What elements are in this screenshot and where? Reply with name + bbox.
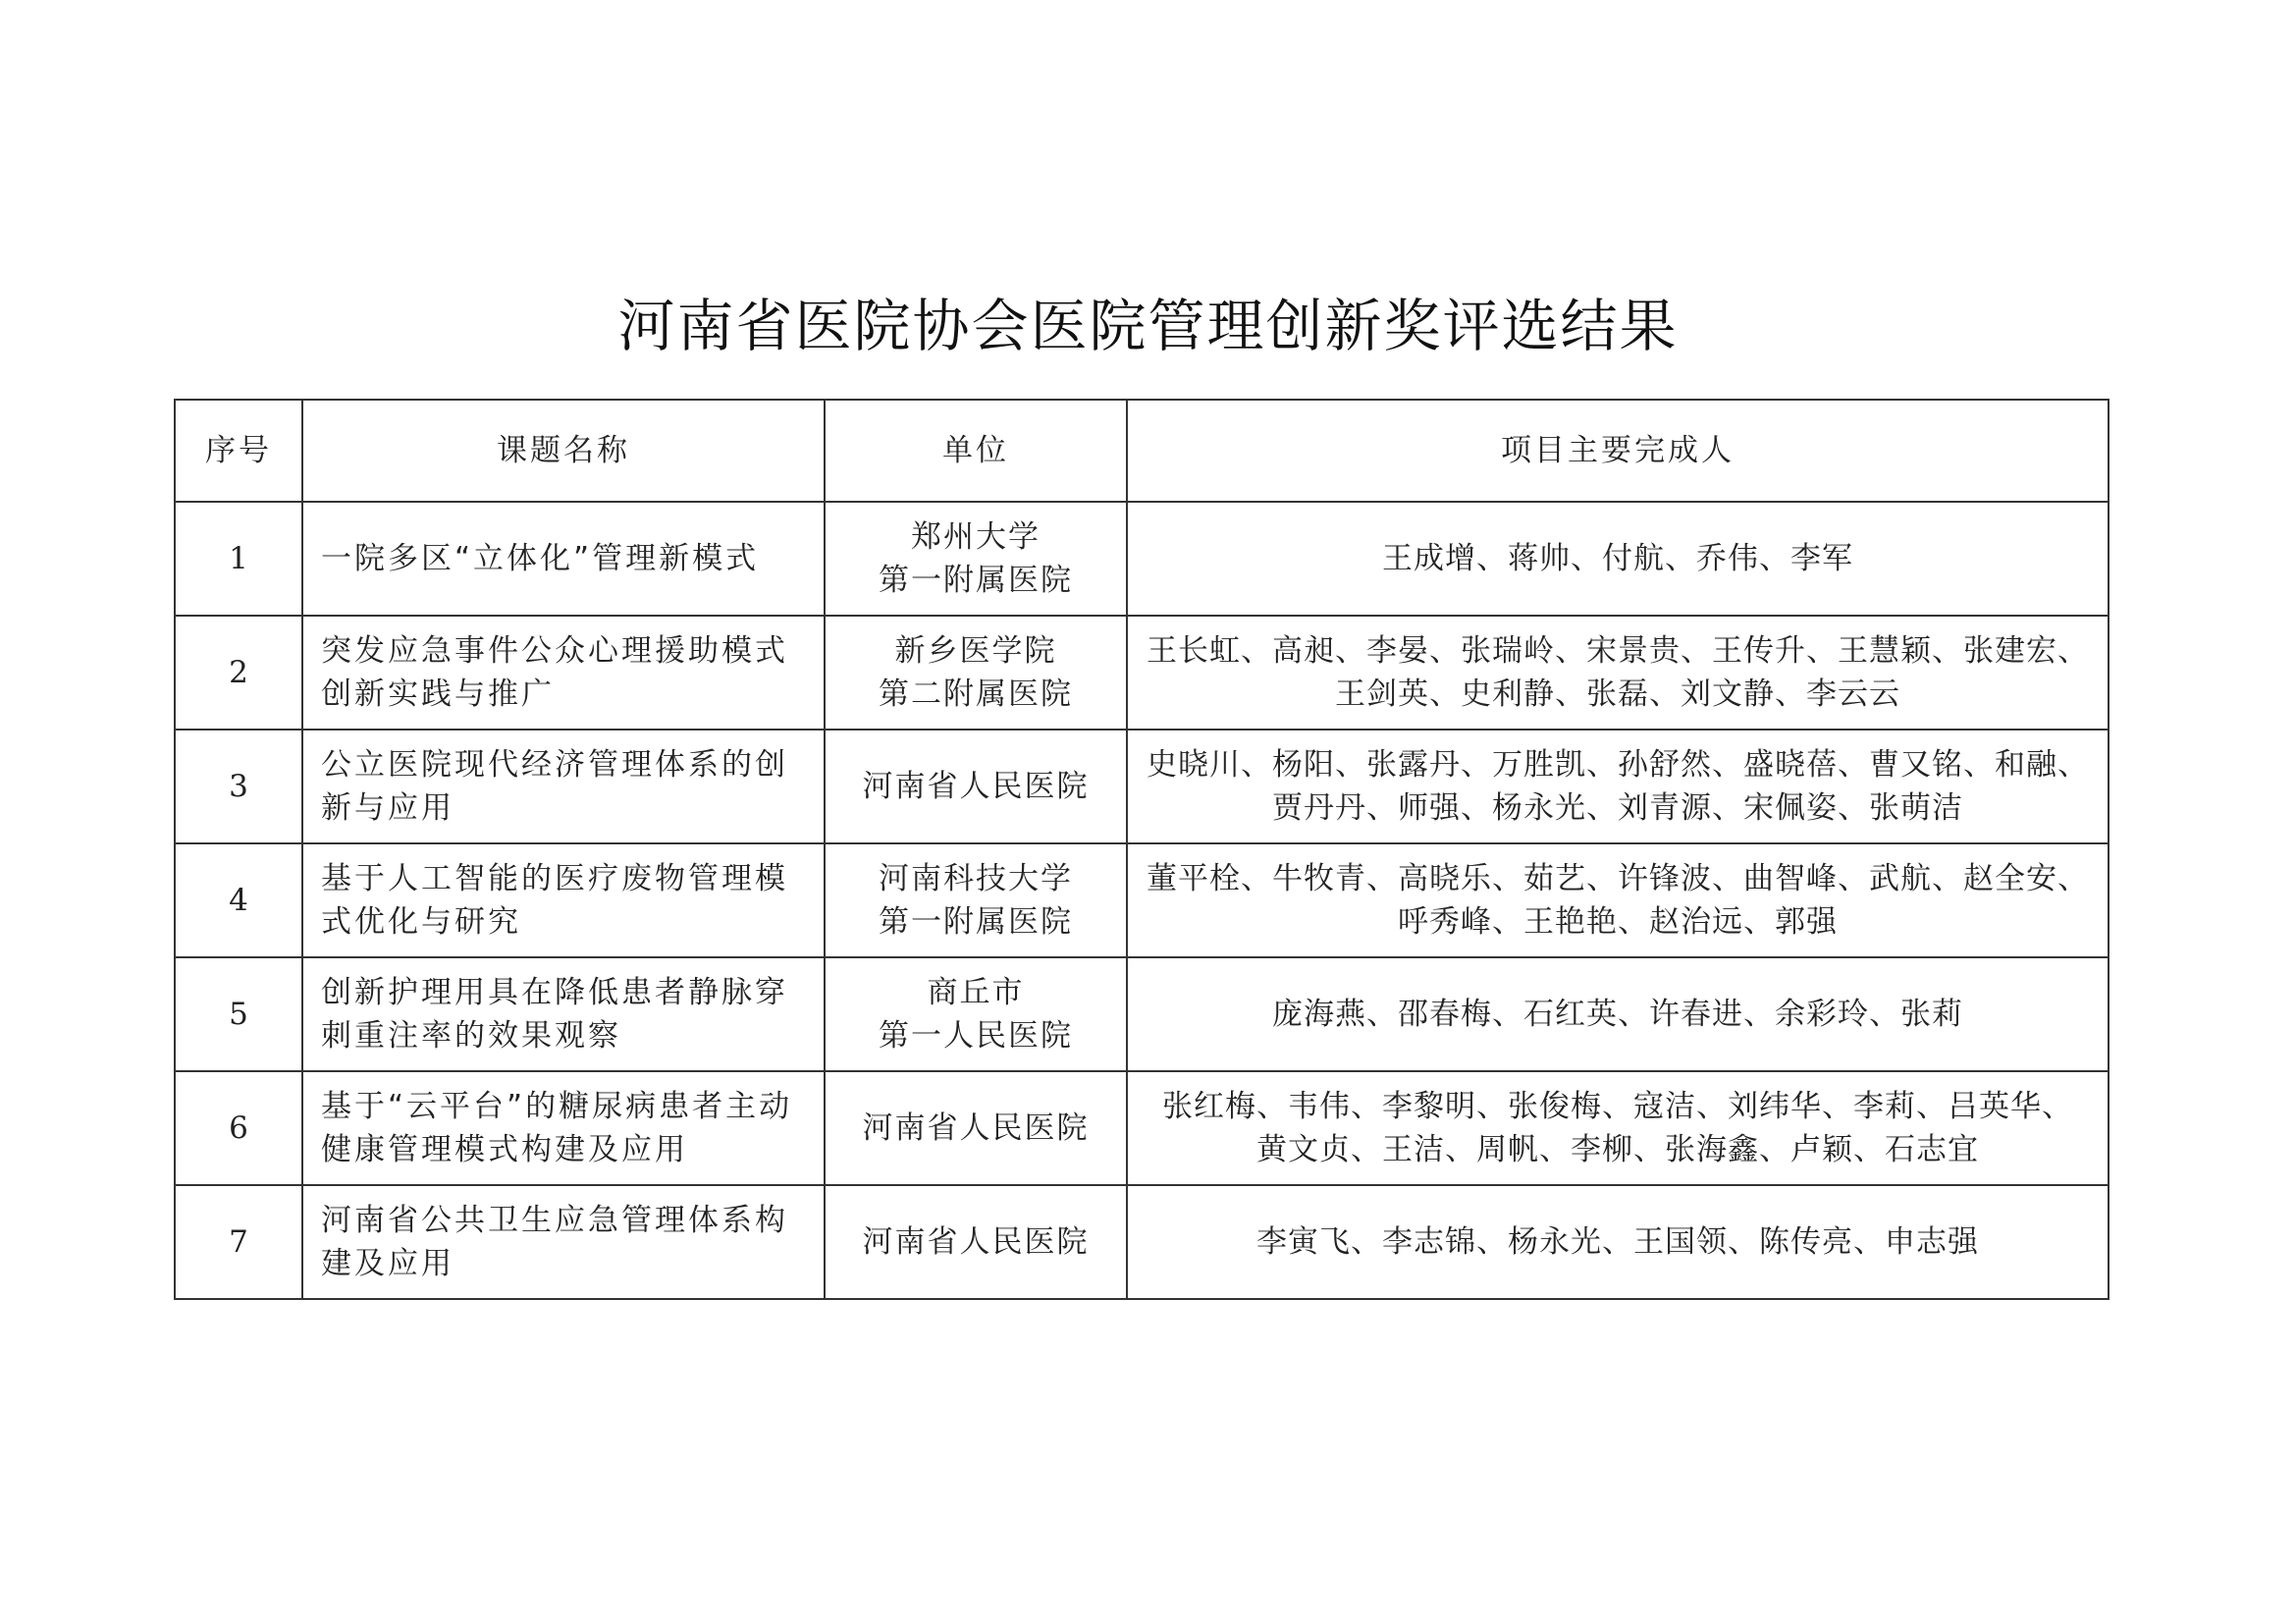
project-title-line: 新与应用 [321, 790, 454, 826]
project-title-line: 公立医院现代经济管理体系的创 [321, 747, 788, 783]
unit-line: 河南省人民医院 [862, 1224, 1090, 1260]
table-row [175, 502, 2109, 616]
contributors-line: 王长虹、高昶、李晏、张瑞岭、宋景贵、王传升、王慧颖、张建宏、 [1147, 633, 2089, 669]
serial-number-cell: 2 [175, 616, 302, 730]
unit-line: 新乡医学院 [894, 633, 1057, 669]
unit-cell [825, 616, 1127, 730]
project-title-line: 建及应用 [321, 1246, 454, 1281]
project-title-cell [302, 1185, 825, 1299]
contributors-cell [1127, 730, 2109, 843]
unit-line: 河南省人民医院 [862, 1110, 1090, 1146]
project-title-cell [302, 616, 825, 730]
contributors-cell [1127, 616, 2109, 730]
unit-cell [825, 730, 1127, 843]
contributors-line: 李寅飞、李志锦、杨永光、王国领、陈传亮、申志强 [1256, 1224, 1979, 1260]
unit-line: 河南省人民医院 [862, 769, 1090, 804]
contributors-line: 董平栓、牛牧青、高晓乐、茹艺、许锋波、曲智峰、武航、赵全安、 [1147, 861, 2089, 896]
table-row [175, 616, 2109, 730]
contributors-line: 王剑英、史利静、张磊、刘文静、李云云 [1335, 677, 1900, 712]
contributors-line: 王成增、蒋帅、付航、乔伟、李军 [1382, 541, 1853, 576]
serial-number-cell: 1 [175, 502, 302, 616]
contributors-cell [1127, 1071, 2109, 1185]
unit-line: 郑州大学 [911, 519, 1041, 555]
table-row [175, 1071, 2109, 1185]
unit-line: 第一附属医院 [879, 904, 1073, 940]
unit-cell [825, 957, 1127, 1071]
contributors-cell [1127, 957, 2109, 1071]
table-row [175, 843, 2109, 957]
serial-number-cell: 6 [175, 1071, 302, 1185]
page-title: 河南省医院协会医院管理创新奖评选结果 [617, 293, 1679, 359]
project-title-cell [302, 843, 825, 957]
unit-cell [825, 502, 1127, 616]
unit-cell [825, 843, 1127, 957]
header-main-contributors: 项目主要完成人 [1127, 400, 2109, 502]
unit-cell [825, 1071, 1127, 1185]
project-title-cell [302, 1071, 825, 1185]
header-project-title: 课题名称 [302, 400, 825, 502]
project-title-line: 一院多区“立体化”管理新模式 [321, 541, 760, 576]
contributors-cell [1127, 843, 2109, 957]
table-row [175, 730, 2109, 843]
project-title-cell [302, 730, 825, 843]
contributors-cell [1127, 502, 2109, 616]
unit-line: 第一人民医院 [879, 1018, 1073, 1054]
serial-number-cell: 4 [175, 843, 302, 957]
unit-line: 河南科技大学 [879, 861, 1073, 896]
serial-number-cell: 5 [175, 957, 302, 1071]
project-title-line: 基于人工智能的医疗废物管理模 [321, 861, 788, 896]
project-title-line: 基于“云平台”的糖尿病患者主动 [321, 1089, 793, 1124]
project-title-line: 创新护理用具在降低患者静脉穿 [321, 975, 788, 1010]
contributors-cell [1127, 1185, 2109, 1299]
table-row [175, 1185, 2109, 1299]
project-title-line: 创新实践与推广 [321, 677, 555, 712]
project-title-line: 突发应急事件公众心理援助模式 [321, 633, 788, 669]
header-unit: 单位 [825, 400, 1127, 502]
project-title-line: 式优化与研究 [321, 904, 521, 940]
results-table [174, 399, 2109, 1300]
table-header [175, 400, 2109, 502]
project-title-cell [302, 502, 825, 616]
contributors-line: 史晓川、杨阳、张露丹、万胜凯、孙舒然、盛晓蓓、曹又铭、和融、 [1147, 747, 2089, 783]
unit-line: 第二附属医院 [879, 677, 1073, 712]
contributors-line: 贾丹丹、师强、杨永光、刘青源、宋佩姿、张萌洁 [1272, 790, 1963, 826]
contributors-line: 庞海燕、邵春梅、石红英、许春进、余彩玲、张莉 [1272, 997, 1963, 1032]
unit-line: 第一附属医院 [879, 563, 1073, 598]
project-title-line: 刺重注率的效果观察 [321, 1018, 621, 1054]
project-title-line: 健康管理模式构建及应用 [321, 1132, 688, 1167]
contributors-line: 呼秀峰、王艳艳、赵治远、郭强 [1398, 904, 1838, 940]
contributors-line: 张红梅、韦伟、李黎明、张俊梅、寇洁、刘纬华、李莉、吕英华、 [1162, 1089, 2073, 1124]
table-row [175, 957, 2109, 1071]
header-serial-number: 序号 [175, 400, 302, 502]
unit-cell [825, 1185, 1127, 1299]
project-title-line: 河南省公共卫生应急管理体系构 [321, 1203, 788, 1238]
project-title-cell [302, 957, 825, 1071]
serial-number-cell: 3 [175, 730, 302, 843]
serial-number-cell: 7 [175, 1185, 302, 1299]
unit-line: 商丘市 [927, 975, 1025, 1010]
header-row [175, 400, 2109, 502]
contributors-line: 黄文贞、王洁、周帆、李柳、张海鑫、卢颖、石志宜 [1256, 1132, 1979, 1167]
